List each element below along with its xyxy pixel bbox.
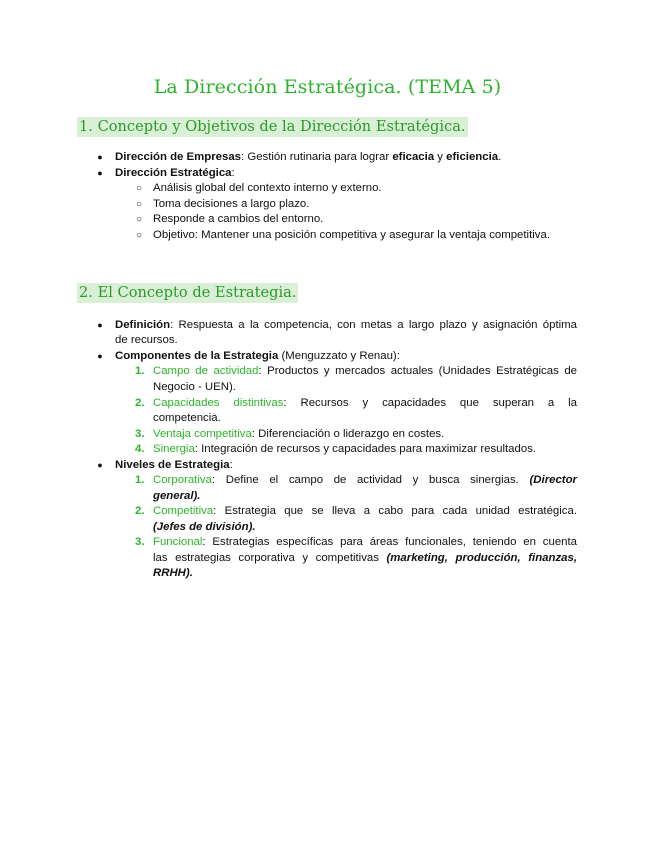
componente-capacidades-cont: competencia.	[153, 412, 221, 424]
list-item-definicion-cont: de recursos.	[115, 334, 178, 346]
list-number: 4.	[135, 443, 145, 455]
circle-bullet-icon: ○	[135, 183, 143, 194]
circle-bullet-icon: ○	[135, 230, 143, 241]
sub-list-item: Responde a cambios del entorno.	[153, 213, 324, 225]
nivel-corporativa: Corporativa: Define el campo de actividad y busca sinergias. (Director	[153, 474, 577, 486]
list-number: 2.	[135, 397, 145, 409]
componente-campo-actividad: Campo de actividad: Productos y mercados actuales (Unidades Estratégicas de	[153, 365, 577, 377]
list-item-direccion-empresas: Dirección de Empresas: Gestión rutinaria para lograr eficacia y eficiencia.	[115, 151, 502, 163]
document-title: La Dirección Estratégica. (TEMA 5)	[153, 76, 502, 98]
componente-ventaja: Ventaja competitiva: Diferenciación o liderazgo en costes.	[153, 428, 445, 440]
componente-capacidades: Capacidades distintivas: Recursos y capacidades que superan a la	[153, 397, 577, 409]
circle-bullet-icon: ○	[135, 199, 143, 210]
nivel-funcional-cont: las estrategias corporativa y competitivas (marketing, producción, finanzas,	[153, 552, 577, 564]
list-number: 3.	[135, 536, 145, 548]
list-item-direccion-estrategica: Dirección Estratégica:	[115, 167, 235, 179]
nivel-corporativa-cont: general).	[153, 490, 201, 502]
bullet-icon: ●	[97, 168, 103, 178]
section-1-heading: 1. Concepto y Objetivos de la Dirección Estratégica.	[79, 118, 466, 135]
componente-campo-actividad-cont: Negocio - UEN).	[153, 381, 236, 393]
list-item-niveles: Niveles de Estrategia:	[115, 459, 233, 471]
sub-list-item: Toma decisiones a largo plazo.	[153, 198, 310, 210]
list-item-definicion: Definición: Respuesta a la competencia, con metas a largo plazo y asignación óptima	[115, 319, 577, 331]
nivel-competitiva-cont: (Jefes de división).	[153, 521, 256, 533]
bullet-icon: ●	[97, 320, 103, 330]
nivel-funcional: Funcional: Estrategias específicas para áreas funcionales, teniendo en cuenta	[153, 536, 577, 548]
bullet-icon: ●	[97, 460, 103, 470]
list-item-componentes: Componentes de la Estrategia (Menguzzato y Renau):	[115, 350, 400, 362]
sub-list-item: Análisis global del contexto interno y externo.	[153, 182, 382, 194]
bullet-icon: ●	[97, 152, 103, 162]
list-number: 2.	[135, 505, 145, 517]
bullet-icon: ●	[97, 351, 103, 361]
nivel-funcional-cont-2: RRHH).	[153, 567, 193, 579]
sub-list-item: Objetivo: Mantener una posición competitiva y asegurar la ventaja competitiva.	[153, 229, 550, 241]
nivel-competitiva: Competitiva: Estrategia que se lleva a cabo para cada unidad estratégica.	[153, 505, 577, 517]
componente-sinergia: Sinergia: Integración de recursos y capacidades para maximizar resultados.	[153, 443, 537, 455]
list-number: 1.	[135, 474, 145, 486]
list-number: 3.	[135, 428, 145, 440]
circle-bullet-icon: ○	[135, 214, 143, 225]
section-2-heading: 2. El Concepto de Estrategia.	[79, 284, 297, 301]
list-number: 1.	[135, 365, 145, 377]
